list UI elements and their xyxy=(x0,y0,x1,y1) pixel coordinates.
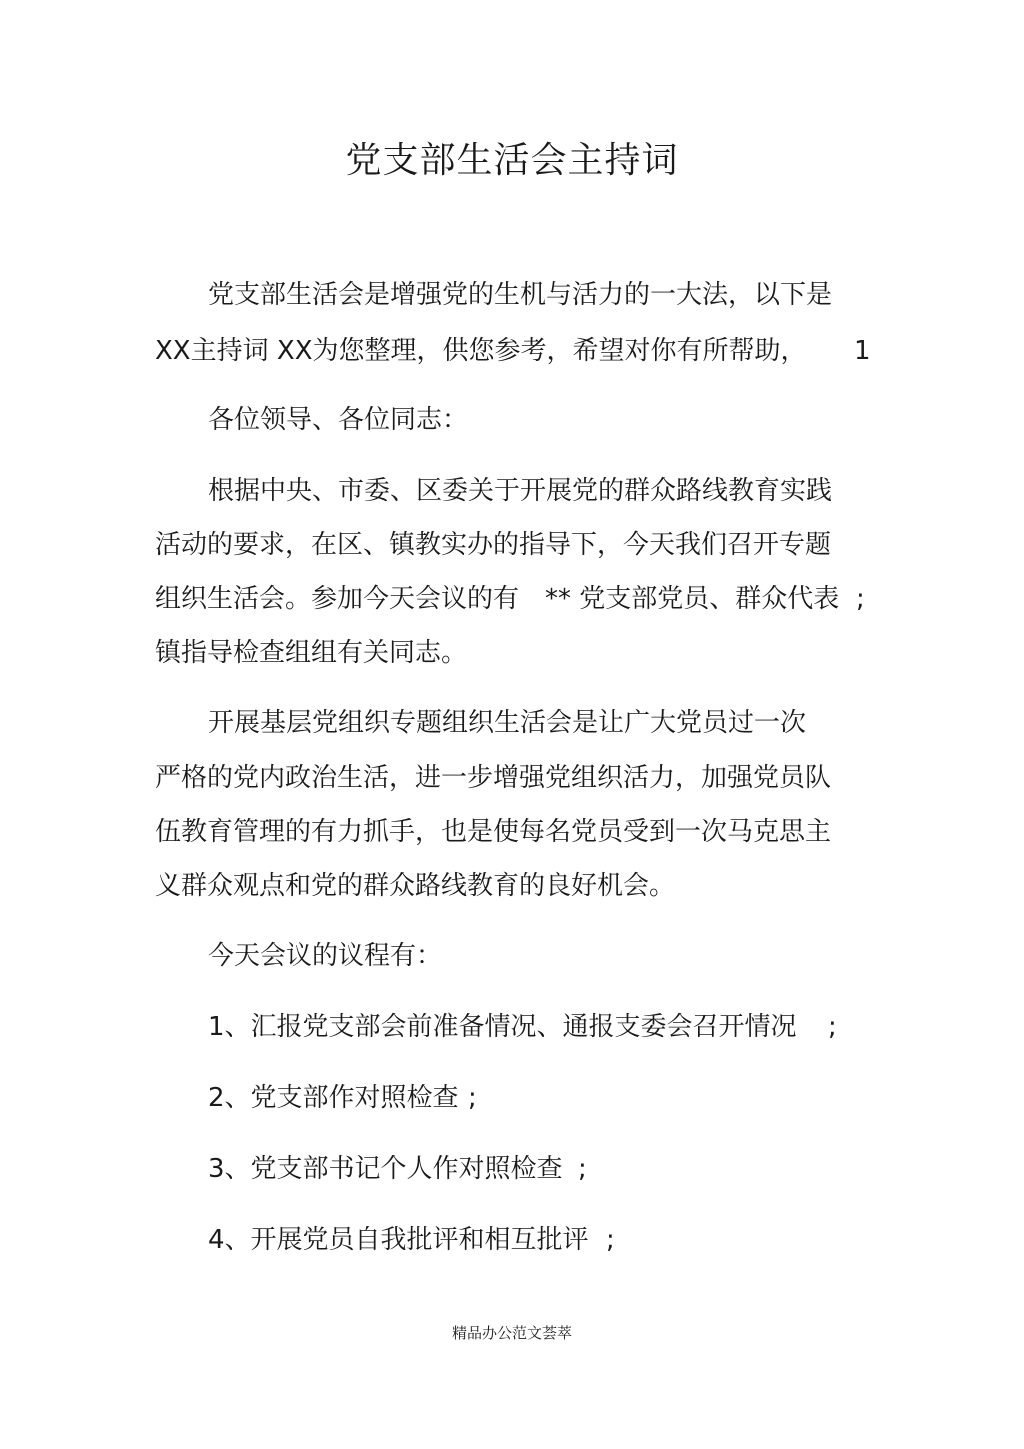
para2-line-3: 伍教育管理的有力抓手，也是使每名党员受到一次马克思主 xyxy=(155,817,832,847)
para1-line-1: 根据中央、市委、区委关于开展党的群众路线教育实践 xyxy=(208,476,833,506)
para2-line-1: 开展基层党组织专题组织生活会是让广大党员过一次 xyxy=(208,708,807,738)
intro-page-number: 1 xyxy=(854,336,871,366)
para2-line-4: 义群众观点和党的群众路线教育的良好机会。 xyxy=(155,871,676,901)
para1-line-4: 镇指导检查组组有关同志。 xyxy=(155,638,468,668)
agenda-item-4-end: ; xyxy=(606,1225,615,1255)
para1-line-2: 活动的要求，在区、镇教实办的指导下，今天我们召开专题 xyxy=(155,530,832,560)
agenda-item-2: 2、党支部作对照检查 xyxy=(208,1083,459,1113)
para1-line-3a: 组织生活会。参加今天会议的有 xyxy=(155,584,520,614)
agenda-item-1-end: ; xyxy=(828,1012,837,1042)
agenda-item-3-end: ; xyxy=(578,1154,587,1184)
intro-line-2: XX主持词 XX为您整理，供您参考，希望对你有所帮助， xyxy=(155,336,807,366)
para2-line-2: 严格的党内政治生活，进一步增强党组织活力，加强党员队 xyxy=(155,763,832,793)
greeting: 各位领导、各位同志： xyxy=(208,405,469,435)
agenda-item-2-end: ; xyxy=(468,1083,477,1113)
page-title: 党支部生活会主持词 xyxy=(345,140,679,181)
page-footer: 精品办公范文荟萃 xyxy=(451,1324,572,1342)
para1-line-3b: ** 党支部党员、群众代表 xyxy=(545,584,840,614)
para1-line-3c: ; xyxy=(856,584,865,614)
agenda-item-1: 1、汇报党支部会前准备情况、通报支委会召开情况 xyxy=(208,1012,797,1042)
agenda-intro: 今天会议的议程有： xyxy=(208,941,443,971)
intro-line-1: 党支部生活会是增强党的生机与活力的一大法，以下是 xyxy=(208,280,833,310)
agenda-item-4: 4、开展党员自我批评和相互批评 xyxy=(208,1225,589,1255)
agenda-item-3: 3、党支部书记个人作对照检查 xyxy=(208,1154,563,1184)
